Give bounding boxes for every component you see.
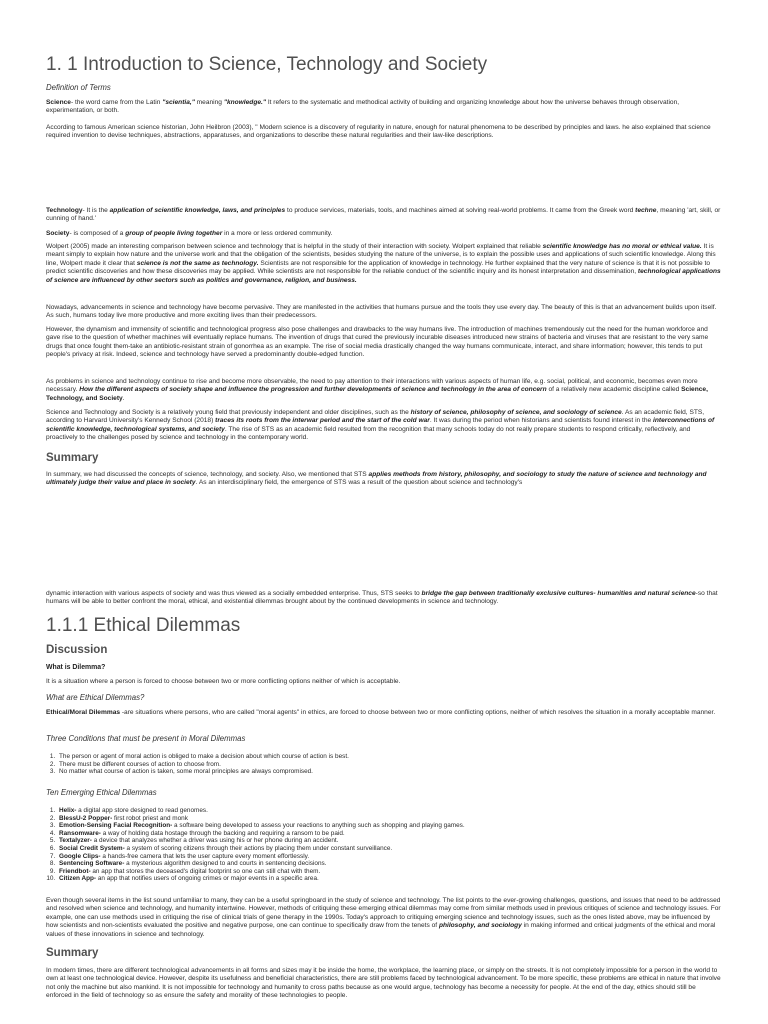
- list-item: 5. Textalyzer- a device that analyzes whether a driver was using his or her phone during an accident.: [57, 837, 717, 845]
- dilemma-definition: It is a situation where a person is forced to choose between two or more conflicting options neither of which is acceptable.: [46, 678, 401, 685]
- ethical-definition: Ethical/Moral Dilemmas -are situations where persons, who are called "moral agents" in ethics, are forced to choose between two or more conflicting options, neither of which resolves the situation in a morally acceptable manner.: [46, 709, 716, 716]
- list-item: 3. No matter what course of action is taken, some moral principles are always compromised.: [57, 768, 717, 776]
- society-paragraph: Society- is composed of a group of people living together in a more or less ordered community.: [46, 230, 333, 237]
- ethics-section-title: 1.1.1 Ethical Dilemmas: [46, 615, 241, 636]
- list-item: 2. There must be different courses of action to choose from.: [57, 761, 717, 769]
- what-are-ethical-heading: What are Ethical Dilemmas?: [46, 693, 145, 702]
- ten-dilemmas-heading: Ten Emerging Ethical Dilemmas: [46, 788, 157, 797]
- science-paragraph: Science- the word came from the Latin "scientia," meaning "knowledge." It refers to the systematic and methodical activity of building and organizing knowledge about how the universe behaves through observation, experimentation, or both.: [46, 99, 680, 115]
- ten-dilemmas-list: [46, 807, 717, 883]
- list-item: 1. Helix- a digital app store designed to read genomes.: [57, 807, 717, 815]
- list-item: 1. The person or agent of moral action is obliged to make a decision about which course of action is best.: [57, 753, 717, 761]
- wolpert-paragraph: Wolpert (2005) made an interesting comparison between science and technology that is helpful in the study of their interaction with society. Wolpert explained that reliable scientific knowledge has no moral or ethical value. It is meant simply to explain how nature and the universe work and that the obligation of the scientists, besides studying the nature of the universe, is to explain the possible uses and applications of such scientific knowledge. Along this line, Wolpert made it clear that science is not the same as technology. Scientists are not responsible for the application of knowledge in technology. He further explained that the very nature of science is that it is not possible to predict scientific discoveries and how these discoveries may be applied. While scientists are not responsible for the reliable conduct of the scientific inquiry and its honest interpretation and dissemination, technological applications of science are influenced by other sectors such as politics and governance, religion, and business.: [46, 243, 721, 284]
- nowadays-paragraph: Nowadays, advancements in science and technology have become pervasive. They are manifested in the activities that humans pursue and the tools they use every day. The beauty of this is that an advancement builds upon itself. As such, humans today live more productive and more exciting lives than their predecessors.: [46, 304, 717, 320]
- list-item: 4. Ransomware- a way of holding data hostage through the backing and requiring a ransom to be paid.: [57, 830, 717, 838]
- list-item: 8. Sentencing Software- a mysterious algorithm designed to and courts in sentencing decisions.: [57, 860, 717, 868]
- problems-paragraph: As problems in science and technology continue to rise and become more observable, the need to pay attention to their interactions with various aspects of human life, e.g. social, political, and economic, becomes even more necessary. How the different aspects of society shape and influence the progression and further developments of science and technology in the area of concern of a relatively new academic discipline called Science, Technology, and Society.: [46, 378, 708, 402]
- technology-paragraph: Technology- It is the application of scientific knowledge, laws, and principles to produce services, materials, tools, and machines aimed at solving real-world problems. It came from the Greek word techne, meaning 'art, skill, or cunning of hand.': [46, 207, 721, 223]
- what-is-dilemma-heading: What is Dilemma?: [46, 664, 106, 671]
- summary-heading-2: Summary: [46, 947, 99, 959]
- three-conditions-heading: Three Conditions that must be present in Moral Dilemmas: [46, 734, 246, 743]
- however-paragraph: However, the dynamism and immensity of scientific and technological progress also pose challenges and drawbacks to the way humans live. The introduction of machines tremendously cut the need for the human workforce and gave rise to the question of whether machines will eventually replace humans. The invention of drugs that cured the previously incurable diseases introduced new strains of bacteria and viruses that are resistant to the very same drugs that once fought them-take an antibiotic-resistant strain of gonorrhea as an example. The rise of social media drastically changed the way humans communicate, interact, and share information; however, this tends to put people's privacy at risk. Indeed, science and technology have served a predominantly double-edged function.: [46, 326, 709, 359]
- three-conditions-list: [46, 753, 717, 776]
- summary-heading: Summary: [46, 452, 99, 464]
- page-title: 1. 1 Introduction to Science, Technology and Society: [46, 54, 488, 75]
- summary-continued-paragraph: dynamic interaction with various aspects of society and was thus viewed as a socially embedded enterprise. Thus, STS seeks to bridge the gap between traditionally exclusive cultures- humanities and natural science-so that humans will be able to better confront the moral, ethical, and existential dilemmas brought about by the continued developments in science and technology.: [46, 590, 718, 606]
- list-item: 3. Emotion-Sensing Facial Recognition- a software being developed to assess your reactions to anything such as shopping and playing games.: [57, 822, 717, 830]
- summary-paragraph-2: In modern times, there are different technological advancements in all forms and sizes may it be inside the home, the workplace, the learning place, or simply on the streets. It is not completely impossible for a person in the world to own at least one technological device. However, despite its usefulness and beneficial characteristics, there are still problems faced by technological advancement. To be more specific, these problems are ethical in nature that involve not only the machine but also mankind. It is not impossible for technology and humanity to cross paths because as one would argue, technology has become a necessity for people. At the end of the day, ethics should still be enforced in the field of technology so as ensure the safety and morality of these technologies to people.: [46, 967, 721, 1000]
- definition-heading: Definition of Terms: [46, 83, 111, 92]
- list-item: 7. Google Clips- a hands-free camera that lets the user capture every moment effortlessly.: [57, 853, 717, 861]
- sts-paragraph: Science and Technology and Society is a relatively young field that previously independent and older disciplines, such as the history of science, philosophy of science, and sociology of science. As an academic field, STS, according to Harvard University's Kennedy School (2018) traces its roots from the interwar period and the start of the cold war. It was during the period when historians and scientists found interest in the interconnections of scientific knowledge, technological systems, and society. The rise of STS as an academic field resulted from the recognition that many schools today do not really prepare students to respond critically, reflectively, and proactively to the challenges posed by science and technology in the contemporary world.: [46, 409, 715, 442]
- heilbron-paragraph: According to famous American science historian, John Heilbron (2003), " Modern science is a discovery of regularity in nature, enough for natural phenomena to be described by principles and laws. he also explained that science required invention to devise techniques, abstractions, apparatuses, and organizations to describe these natural regularities and their law-like descriptions.: [46, 124, 711, 140]
- list-item: 10. Citizen App- an app that notifies users of ongoing crimes or major events in a specific area.: [57, 875, 717, 883]
- summary-paragraph: In summary, we had discussed the concepts of science, technology, and society. Also, we mentioned that STS applies methods from history, philosophy, and sociology to study the nature of science and technology and ultimately judge their value and place in society. As an interdisciplinary field, the emergence of STS was a result of the question about science and technology's: [46, 471, 707, 487]
- list-item: 6. Social Credit System- a system of scoring citizens through their actions by placing them under constant surveillance.: [57, 845, 717, 853]
- even-though-paragraph: Even though several items in the list sound unfamiliar to many, they can be a useful springboard in the study of science and technology. The list points to the ever-growing challenges, questions, and issues that need to be addressed and resolved when science and technology, and humanity intertwine. However, methods of critiquing these emerging ethical dilemmas may come from similar methods used in previous critiques of science and technology issues. For example, one can use methods used in critiquing the rise of clinical trials of gene therapy in the 1990s. Today's approach to critiquing emerging science and technology issues, such as the ones listed above, may be influenced by how scientists and non-scientists evaluated the positive and negative purpose, one can continue to specifically draw from the tenets of philosophy, and sociology in making informed and critical judgments of the ethical and moral values of these innovations in science and technology.: [46, 897, 721, 938]
- list-item: 9. Friendbot- an app that stores the deceased's digital footprint so one can still chat with them.: [57, 868, 717, 876]
- list-item: 2. BlessU-2 Popper- first robot priest and monk: [57, 815, 717, 823]
- discussion-heading: Discussion: [46, 644, 108, 656]
